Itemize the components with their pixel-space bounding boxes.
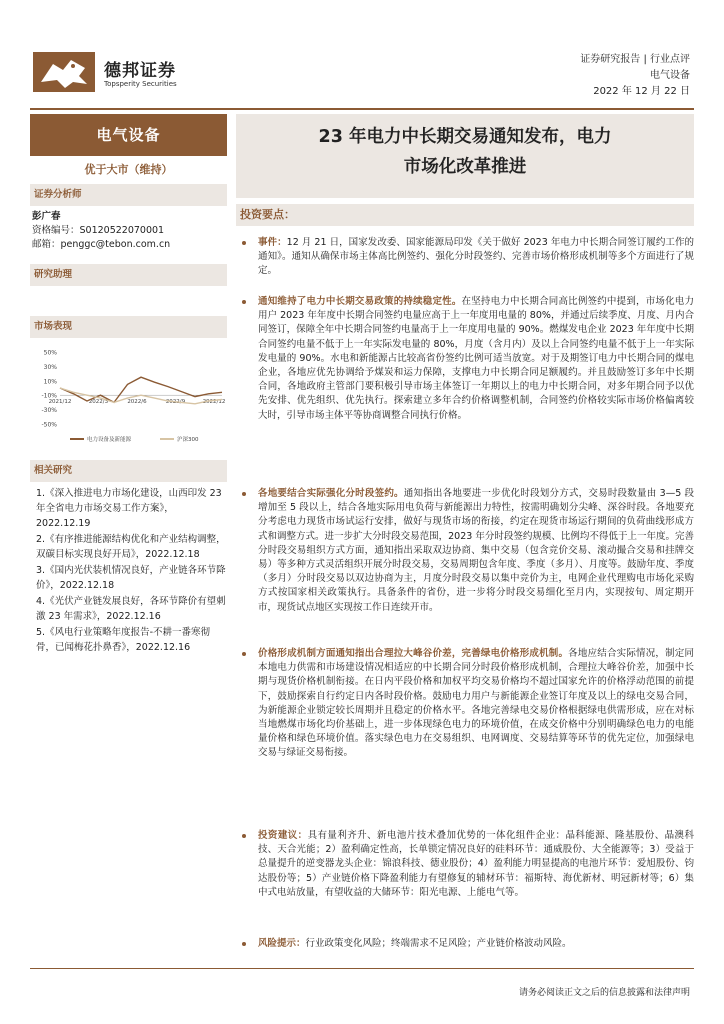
para-text: 12 月 21 日，国家发改委、国家能源局印发《关于做好 2023 年电力中长期合同签订履约工作的通知》。通知从确保市场主体高比例签约、强化分时段签约、完善市场价格形成机制等多个方面进行了规定。 xyxy=(258,237,694,277)
rating-label: 优于大市（维持） xyxy=(84,163,173,176)
logo-chinese-name: 德邦证券 xyxy=(104,61,176,81)
para-text: 通知指出各地要进一步优化时段划分方式，交易时段数量由 3—5 段增加至 5 段以上，结合各地实际用电负荷与新能源出力特性，按需明确划分尖峰、深谷时段。各地要充分考虑电力现货市场试运行安排，做好与现货市场的衔接，约定在现货市场运行期间的负荷曲线形成方式和调整方式。进一步扩大分时段交易范围，2023 年分时段签约规模、比例均不得低于上一年度。完善分时段交易组织方式方面，通知指出采取双边协商、集中交易（包含竞价交易、滚动撮合交易和挂牌交易）等多种方式灵活组织开展分时段交易，交易周期包含年度、季度（多月）、月度等。鼓励年度、季度（多月）分时段交易以双边协商为主，月度分时段交易以集中竞价为主，电网企业代理购电市场化采购方式按国家相关政策执行。具备条件的省份，进一步将分时段交易细化至月内，实现按旬、周定期开市，现货试点地区实现按工作日连续开市。 xyxy=(258,488,694,613)
bullet-icon xyxy=(242,300,246,304)
footer-divider xyxy=(30,968,694,969)
title-line-1: 23 年电力中长期交易通知发布，电力 xyxy=(318,127,612,147)
paragraph-risk xyxy=(236,937,694,951)
paragraph-policy xyxy=(236,295,694,423)
bullet-icon xyxy=(242,834,246,838)
para-lead: 风险提示： xyxy=(258,938,306,949)
page-header xyxy=(0,0,724,108)
analyst-license: 资格编号：S0120522070001 xyxy=(32,225,165,236)
para-text: 各地应结合实际情况，制定同本地电力供需和市场建设情况相适应的中长期合同分时段价格形成机制，合理拉大峰谷价差，加强中长期与现货价格机制衔接。在日内平段价格和加权平均交易价格均不超过国家允许的价格浮动范围的前提下，鼓励探索自行约定日内各时段价格。鼓励电力用户与新能源企业签订年度及以上的绿电交易合同，为新能源企业锁定较长周期并且稳定的价格水平。各地完善绿电交易价格根据绿电供需形成，应在对标当地燃煤市场化均价基础上，进一步体现绿色电力的环境价值，在成交价格中分别明确绿色电力的电能量价格和绿色环境价值。落实绿色电力在交易组织、电网调度、交易结算等环节的优先定位，加强绿电交易与绿证交易衔接。 xyxy=(258,648,694,759)
tebon-logo-icon xyxy=(33,52,95,92)
y-tick-label: 50% xyxy=(43,349,57,357)
para-lead: 通知维持了电力中长期交易政策的持续稳定性。 xyxy=(258,296,462,307)
paragraph-pricing xyxy=(236,647,694,761)
title-line-2: 市场化改革推进 xyxy=(403,157,527,177)
paragraph-investment xyxy=(236,829,694,900)
para-lead: 事件： xyxy=(258,237,287,248)
sidebar xyxy=(30,114,227,656)
para-lead: 价格形成机制方面通知指出合理拉大峰谷价差，完善绿电价格形成机制。 xyxy=(258,648,569,659)
x-tick-label: 2022/9 xyxy=(165,399,186,406)
x-tick-label: 2022/3 xyxy=(88,399,109,406)
bullet-icon xyxy=(242,652,246,656)
y-tick-label: -50% xyxy=(41,421,57,429)
report-type: 证券研究报告 | 行业点评 xyxy=(580,54,690,65)
analyst-section-title: 证券分析师 xyxy=(30,184,227,206)
related-item[interactable]: 2.《有序推进能源结构优化和产业结构调整，双碳目标实现良好开局》，2022.12.18 xyxy=(36,534,226,560)
logo-english-name: Topsperity Securities xyxy=(104,80,177,88)
investment-points-title: 投资要点： xyxy=(236,204,694,226)
related-section-title: 相关研究 xyxy=(30,460,227,482)
report-sector: 电气设备 xyxy=(650,70,690,81)
market-chart xyxy=(30,346,227,446)
related-item[interactable]: 1.《深入推进电力市场化建设，山西印发 23 年全省电力市场交易工作方案》，2022.12.19 xyxy=(36,488,222,529)
y-tick-label: -30% xyxy=(41,407,57,415)
related-list xyxy=(30,482,227,655)
para-text: 行业政策变化风险；终端需求不足风险；产业链价格波动风险。 xyxy=(305,938,572,949)
x-tick-label: 2022/12 xyxy=(202,399,226,406)
header-divider xyxy=(30,108,694,110)
market-chart-svg xyxy=(30,346,227,446)
assistant-section-title: 研究助理 xyxy=(30,264,227,286)
bullet-icon xyxy=(242,492,246,496)
y-tick-label: 30% xyxy=(43,363,57,371)
para-lead: 投资建议： xyxy=(258,830,308,841)
x-tick-label: 2021/12 xyxy=(48,399,72,406)
market-section-title: 市场表现 xyxy=(30,316,227,338)
legend-label: 电力设备及新能源 xyxy=(87,437,132,443)
main-content xyxy=(236,114,694,226)
paragraph-event xyxy=(236,236,694,279)
report-meta xyxy=(580,52,690,100)
analyst-name: 彭广春 xyxy=(32,211,61,222)
bullet-icon xyxy=(242,942,246,946)
footer-disclaimer[interactable]: 请务必阅读正文之后的信息披露和法律声明 xyxy=(518,988,690,998)
report-date: 2022 年 12 月 22 日 xyxy=(593,86,690,97)
related-item[interactable]: 4.《光伏产业链发展良好，各环节降价有望刺激 23 年需求》，2022.12.16 xyxy=(36,596,226,622)
report-title xyxy=(236,114,694,198)
x-tick-label: 2022/6 xyxy=(127,399,147,406)
para-text: 在坚持电力中长期合同高比例签约中提到，市场化电力用户 2023 年年度中长期合同签约电量应高于上一年度用电量的 80%，并通过后续季度、月度、月内合同签订，保障全年中长期合同签约电量高于上一年度用电量的 90%。燃煤发电企业 2023 年年度中长期合同签约电量不低于上一年实际发电量的 80%，月度（含月内）及以上合同签约电量不低于上一年实际发电量的 90%。水电和新能源占比较高省份签约比例可适当放宽。对于及期签订电力中长期合同的煤电企业，各地应优先协调给予煤炭和运力保障，支撑电力中长期合同足额履约。并且鼓励签订多年中长期合同，各地政府主管部门要积极引导市场主体签订一年期以上的电力中长期合同，对多年期合同予以优先安排、优先组织、优先执行。探索建立多年合约价格调整机制，合同签约价格较实际市场价格偏离较大时，引导市场主体平等协商调整合同执行价格。 xyxy=(258,296,694,421)
legend-label: 沪深300 xyxy=(177,437,199,443)
y-tick-label: -10% xyxy=(41,392,57,400)
para-lead: 各地要结合实际强化分时段签约。 xyxy=(258,488,404,499)
analyst-email: 邮箱：penggc@tebon.com.cn xyxy=(32,239,171,250)
paragraph-time-period xyxy=(236,487,694,615)
analyst-info xyxy=(30,206,227,256)
para-text: 具有量利齐升、新电池片技术叠加优势的一体化组件企业：晶科能源、隆基股份、晶澳科技、天合光能；2）盈利确定性高，长单锁定情况良好的硅料环节：通威股份、大全能源等；3）受益于总量提升的逆变器龙头企业：锦浪科技、德业股份；4）盈利能力明显提高的电池片环节：爱旭股份、钧达股份等；5）产业链价格下降盈利能力有望修复的辅材环节：福斯特、海优新材、明冠新材等；6）集中式电站放量，有望收益的大储环节：阳光电源、上能电气等。 xyxy=(258,830,694,898)
related-item[interactable]: 3.《国内光伏装机情况良好，产业链各环节降价》，2022.12.18 xyxy=(36,565,226,591)
related-item[interactable]: 5.《风电行业策略年度报告-不耕一番寒彻骨，已闻梅花扑鼻香》，2022.12.16 xyxy=(36,627,210,653)
y-tick-label: 10% xyxy=(43,378,57,386)
bullet-icon xyxy=(242,241,246,245)
sector-box: 电气设备 xyxy=(30,114,227,156)
